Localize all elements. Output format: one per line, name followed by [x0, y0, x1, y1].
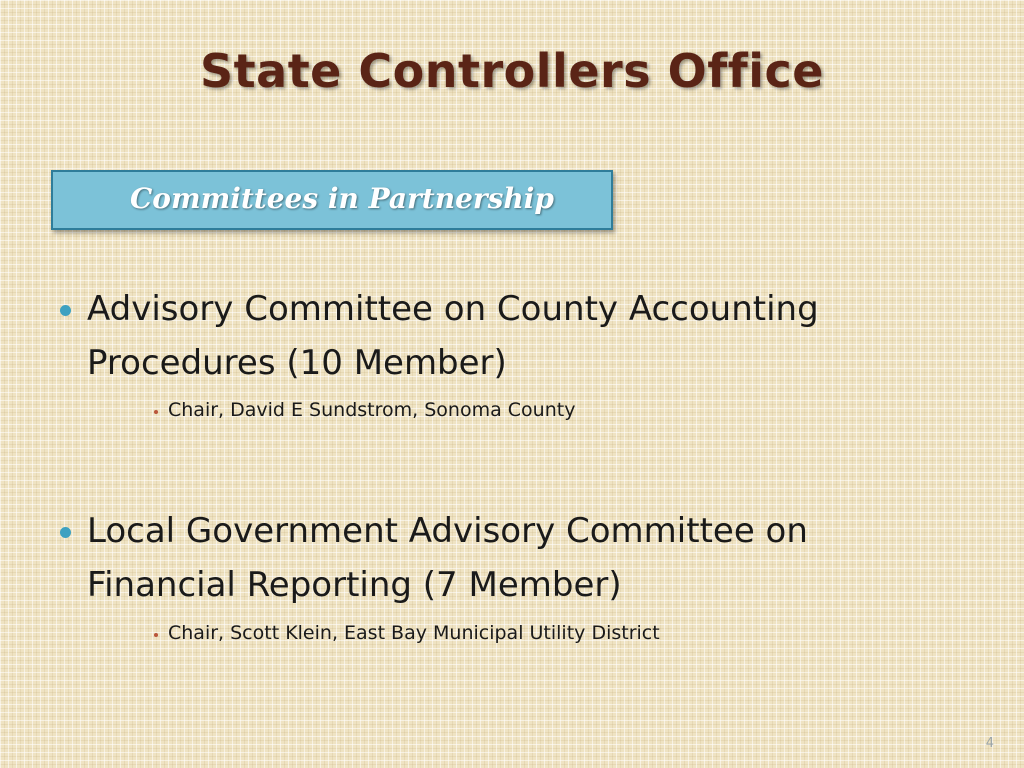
sub-bullet-dot-icon	[154, 410, 158, 414]
callout-text: Committees in Partnership	[130, 182, 554, 215]
sub-bullet-dot-icon	[154, 633, 158, 637]
sub-bullet-text-1: Chair, David E Sundstrom, Sonoma County	[168, 399, 576, 421]
bullet-text-2: Local Government Advisory Committee on Financial Reporting (7 Member)	[87, 511, 808, 605]
bullet-text-1: Advisory Committee on County Accounting Procedures (10 Member)	[87, 289, 819, 383]
sub-bullet-text-2: Chair, Scott Klein, East Bay Municipal Utility District	[168, 622, 660, 644]
slide-title: State Controllers Office	[200, 44, 824, 98]
bullet-dot-icon	[60, 305, 71, 316]
callout-box	[51, 170, 613, 230]
page-number: 4	[985, 736, 994, 751]
bullet-dot-icon	[60, 527, 71, 538]
